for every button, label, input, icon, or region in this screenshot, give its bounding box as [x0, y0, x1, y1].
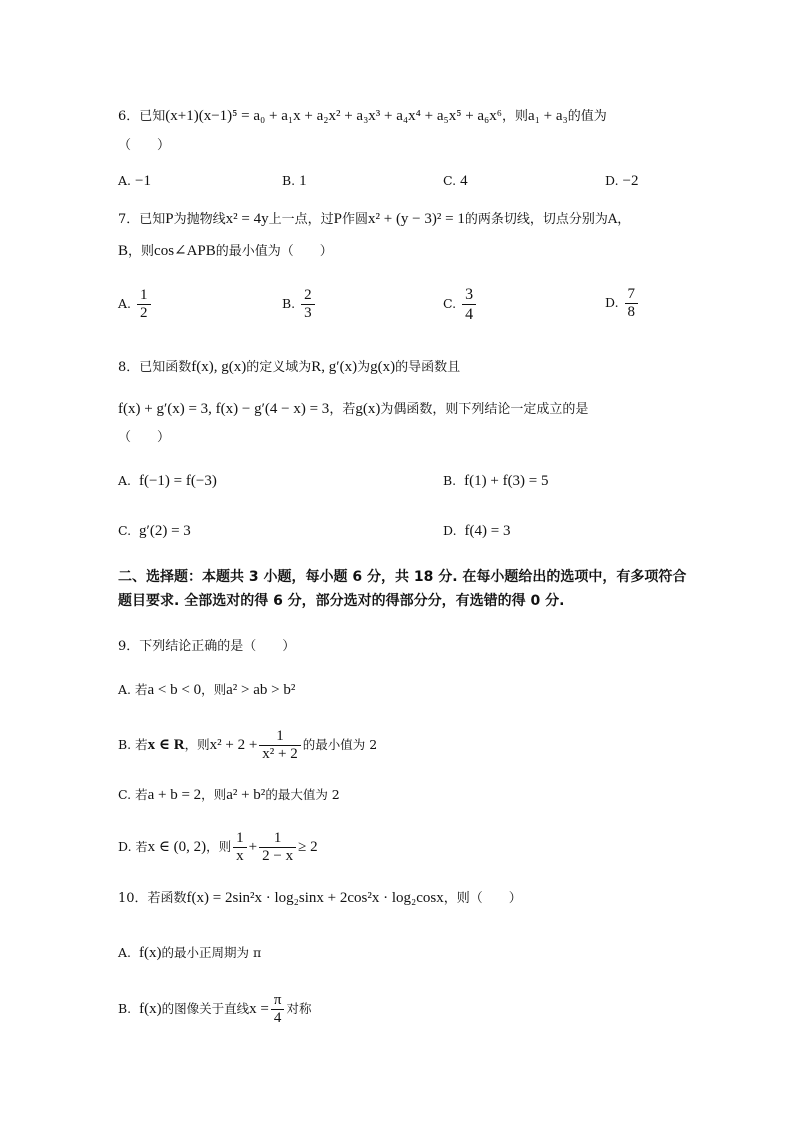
- q6-tail-pre: ，则: [502, 109, 529, 124]
- q8-condition: f(x) + g′(x) = 3, f(x) − g′(4 − x) = 3: [118, 401, 330, 417]
- option-text: ，则: [201, 682, 227, 697]
- fraction-numerator: π: [271, 992, 285, 1010]
- option-letter: A.: [118, 945, 132, 960]
- q6-option-a: [118, 171, 151, 191]
- q10-option-a: [118, 943, 261, 963]
- q8-math: f(x), g(x): [191, 359, 247, 375]
- q7-option-c: [443, 285, 478, 324]
- q8-math: R, g′(x): [311, 359, 358, 375]
- q10-stem: [118, 888, 522, 909]
- option-text: 若: [135, 737, 148, 752]
- option-letter: D.: [118, 839, 132, 854]
- q7-stem-line1: [118, 209, 630, 230]
- q8-option-d: [443, 521, 510, 541]
- section-2-heading: 二、选择题：本题共 3 小题，每小题 6 分，共 18 分. 在每小题给出的选项中，有多项符合题目要求. 全部选对的得 6 分，部分选对的得部分分，有选错的得 0 分.: [118, 569, 687, 609]
- q7-option-b: [282, 287, 317, 322]
- option-text: 的最小正周期为 π: [161, 945, 262, 960]
- q8-option-a: [118, 471, 217, 491]
- option-math: a < b < 0: [147, 682, 202, 698]
- option-math: f(x): [139, 1001, 162, 1017]
- q8-option-c: [118, 521, 191, 541]
- option-math: a + b = 2: [147, 787, 202, 803]
- option-math: x ∈ R: [147, 737, 185, 753]
- option-math: a² + b²: [226, 787, 266, 803]
- q6-paren: （ ）: [118, 138, 171, 153]
- option-value: f(1) + f(3) = 5: [464, 473, 549, 489]
- fraction: [301, 287, 315, 322]
- option-value: f(4) = 3: [464, 523, 511, 539]
- fraction-numerator: 1: [137, 287, 151, 305]
- q6-option-b: [282, 171, 307, 191]
- option-text: 若: [135, 840, 148, 854]
- option-letter: B.: [118, 737, 132, 752]
- q7-stem-line2: [118, 241, 333, 262]
- option-letter: D.: [605, 295, 619, 310]
- option-value: 1: [299, 173, 307, 189]
- q7-option-a: [118, 287, 153, 322]
- fraction-denominator: x² + 2: [262, 746, 298, 762]
- option-text: 对称: [286, 1001, 312, 1016]
- option-value: f(−1) = f(−3): [138, 473, 217, 489]
- option-letter: C.: [443, 296, 457, 311]
- q8-math: g(x): [370, 359, 396, 375]
- q7-text: 7．已知: [118, 212, 166, 227]
- q7-parabola: x² = 4y: [225, 211, 269, 227]
- option-math: ≥ 2: [298, 839, 318, 855]
- option-text: 若: [135, 682, 148, 697]
- option-math: x ∈ (0, 2): [147, 839, 207, 855]
- option-text: 的图像关于直线: [161, 1001, 250, 1016]
- option-letter: C.: [443, 173, 457, 188]
- option-math: x² + 2 +: [209, 737, 258, 753]
- q7-text: 的最小值为（ ）: [215, 244, 333, 259]
- option-text: 的最小值为 2: [302, 737, 378, 752]
- option-text: ，则: [201, 787, 227, 802]
- q6-number: 6．已知: [118, 109, 166, 124]
- fraction-denominator: 2 − x: [262, 848, 294, 864]
- q7-text: 上一点，过: [268, 212, 334, 227]
- option-text: ，则: [206, 839, 232, 854]
- q8-paren: （ ）: [118, 430, 171, 445]
- q8-text: 为偶函数，则下列结论一定成立的是: [380, 402, 589, 417]
- q7-option-d: [605, 286, 640, 321]
- option-value: −1: [135, 173, 151, 189]
- q10-text: 10．若函数: [118, 891, 187, 906]
- option-letter: B.: [282, 173, 296, 188]
- q7-cos-expr: cos∠APB: [154, 243, 216, 259]
- q9-option-d: [118, 830, 318, 865]
- fraction: [271, 992, 285, 1027]
- q6-option-c: [443, 171, 468, 191]
- q7-math: P: [333, 211, 342, 227]
- q10-function: f(x) = 2sin²x · log₂sinx + 2cos²x · log₂cosx: [186, 890, 444, 906]
- option-math: a² > ab > b²: [226, 682, 296, 698]
- option-text: 的最大值为 2: [265, 787, 340, 802]
- q8-text: 为: [357, 360, 371, 375]
- fraction-denominator: 8: [627, 304, 636, 320]
- option-letter: A.: [118, 296, 132, 311]
- q9-option-a: [118, 680, 295, 700]
- fraction: [625, 286, 639, 321]
- q6-tail-post: 的值为: [567, 109, 607, 124]
- fraction-numerator: 2: [301, 287, 315, 305]
- option-math: f(x): [138, 945, 162, 961]
- q10-text: ，则（ ）: [443, 891, 522, 906]
- q7-text: 为抛物线: [173, 212, 226, 227]
- q8-text: 的导函数且: [395, 360, 461, 375]
- q7-math: B: [118, 243, 129, 259]
- q7-math: P: [165, 211, 174, 227]
- fraction-denominator: 4: [273, 1010, 282, 1026]
- q8-math: g(x): [355, 401, 381, 417]
- fraction-denominator: 4: [465, 306, 474, 323]
- fraction: [462, 285, 476, 324]
- fraction-denominator: x: [236, 848, 244, 864]
- fraction-numerator: 1: [233, 830, 247, 848]
- q8-stem-line1: [118, 357, 460, 378]
- option-letter: D.: [605, 173, 619, 188]
- option-letter: A.: [118, 473, 132, 488]
- option-math: x =: [249, 1001, 269, 1017]
- option-letter: A.: [118, 682, 132, 697]
- q8-option-b: [443, 471, 549, 491]
- option-value: g′(2) = 3: [139, 523, 191, 539]
- q8-text: ，若: [329, 402, 356, 417]
- q6-option-d: [605, 171, 639, 191]
- q9-option-c: [118, 785, 340, 805]
- q8-text: 8．已知函数: [118, 360, 192, 375]
- q8-text: 的定义域为: [246, 360, 312, 375]
- fraction-denominator: 2: [140, 305, 148, 321]
- q6-target-expr: a₁ + a₃: [528, 108, 568, 124]
- q9-stem: 9．下列结论正确的是（ ）: [118, 639, 296, 654]
- option-math: +: [248, 839, 258, 855]
- option-value: −2: [622, 173, 639, 189]
- fraction: [233, 830, 247, 865]
- fraction: [137, 287, 151, 322]
- option-letter: B.: [282, 296, 296, 311]
- fraction-numerator: 1: [259, 728, 300, 746]
- option-text: 若: [135, 787, 148, 802]
- fraction-numerator: 3: [462, 285, 476, 305]
- q7-circle: x² + (y − 3)² = 1: [367, 211, 465, 227]
- q6-stem: [118, 106, 607, 127]
- option-letter: C.: [118, 523, 132, 538]
- option-letter: B.: [118, 1001, 132, 1016]
- option-letter: D.: [443, 523, 457, 538]
- q7-text: ，则: [128, 244, 155, 259]
- fraction: [259, 728, 300, 763]
- q10-option-b: [118, 992, 311, 1027]
- q6-formula: (x+1)(x−1)⁵ = a₀ + a₁x + a₂x² + a₃x³ + a₄x⁴ + a₅x⁵ + a₆x⁶: [165, 108, 503, 124]
- fraction: [259, 830, 296, 865]
- q8-stem-line2: [118, 399, 588, 420]
- option-text: ，则: [184, 737, 210, 752]
- option-letter: C.: [118, 787, 132, 802]
- q7-text: 作圆: [341, 212, 368, 227]
- fraction-denominator: 3: [304, 305, 312, 321]
- fraction-numerator: 1: [259, 830, 296, 848]
- q7-text: 的两条切线，切点分别为A，: [464, 212, 631, 227]
- fraction-numerator: 7: [625, 286, 639, 304]
- option-letter: B.: [443, 473, 457, 488]
- option-letter: A.: [118, 173, 132, 188]
- option-value: 4: [460, 173, 468, 189]
- q9-option-b: [118, 728, 377, 763]
